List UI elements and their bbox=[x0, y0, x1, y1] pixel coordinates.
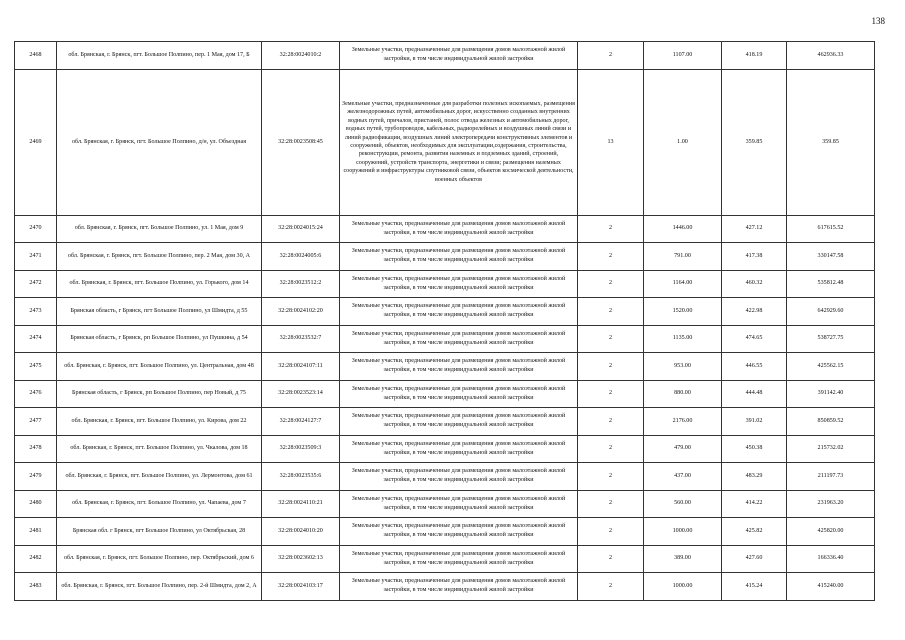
cadastral-value-cell: 166336.40 bbox=[787, 545, 875, 573]
table-row bbox=[15, 243, 875, 271]
group-cell: 2 bbox=[578, 463, 644, 491]
table-row bbox=[15, 325, 875, 353]
cadastral-value-cell: 211197.73 bbox=[787, 463, 875, 491]
table-row bbox=[15, 518, 875, 546]
cadastral-number-cell: 32:28:0024110:21 bbox=[262, 490, 340, 518]
row-number-cell: 2480 bbox=[15, 490, 57, 518]
address-cell: обл. Брянская, г. Брянск, пгт. Большое Полпино, ул. Чапаева, дом 7 bbox=[57, 490, 262, 518]
table-row bbox=[15, 573, 875, 601]
area-cell: 1164.00 bbox=[644, 270, 722, 298]
address-cell: Брянская область, г Брянск, рп Большое Полпино, ул Пушкина, д 54 bbox=[57, 325, 262, 353]
area-cell: 1.00 bbox=[644, 69, 722, 215]
group-cell: 2 bbox=[578, 298, 644, 326]
group-cell: 2 bbox=[578, 353, 644, 381]
cadastral-value-cell: 850859.52 bbox=[787, 408, 875, 436]
cadastral-number-cell: 32:28:0023508:45 bbox=[262, 69, 340, 215]
cadastral-value-table bbox=[14, 41, 875, 601]
cadastral-value-cell: 538727.75 bbox=[787, 325, 875, 353]
cadastral-value-cell: 425820.00 bbox=[787, 518, 875, 546]
group-cell: 2 bbox=[578, 243, 644, 271]
land-use-cell: Земельные участки, предназначенные для размещения домов малоэтажной жилой застройки, в том числе индивидуальной жилой застройки bbox=[340, 408, 578, 436]
cadastral-number-cell: 32:28:0023512:2 bbox=[262, 270, 340, 298]
row-number-cell: 2481 bbox=[15, 518, 57, 546]
area-cell: 479.00 bbox=[644, 435, 722, 463]
cadastral-value-cell: 391142.40 bbox=[787, 380, 875, 408]
land-use-cell: Земельные участки, предназначенные для размещения домов малоэтажной жилой застройки, в том числе индивидуальной жилой застройки bbox=[340, 573, 578, 601]
cadastral-number-cell: 32:28:0023523:14 bbox=[262, 380, 340, 408]
cadastral-value-cell: 425562.15 bbox=[787, 353, 875, 381]
specific-value-cell: 450.38 bbox=[722, 435, 787, 463]
group-cell: 2 bbox=[578, 42, 644, 70]
cadastral-value-cell: 642929.60 bbox=[787, 298, 875, 326]
specific-value-cell: 415.24 bbox=[722, 573, 787, 601]
specific-value-cell: 474.65 bbox=[722, 325, 787, 353]
row-number-cell: 2478 bbox=[15, 435, 57, 463]
area-cell: 1107.00 bbox=[644, 42, 722, 70]
table-row bbox=[15, 545, 875, 573]
specific-value-cell: 483.29 bbox=[722, 463, 787, 491]
address-cell: Брянская область, г Брянск, рп Большое Полпино, пер Новый, д 75 bbox=[57, 380, 262, 408]
address-cell: Брянская область, г Брянск, пгт Большое Полпино, ул Шмидта, д 55 bbox=[57, 298, 262, 326]
land-use-cell: Земельные участки, предназначенные для размещения домов малоэтажной жилой застройки, в том числе индивидуальной жилой застройки bbox=[340, 270, 578, 298]
land-use-cell: Земельные участки, предназначенные для размещения домов малоэтажной жилой застройки, в том числе индивидуальной жилой застройки bbox=[340, 42, 578, 70]
area-cell: 880.00 bbox=[644, 380, 722, 408]
specific-value-cell: 359.85 bbox=[722, 69, 787, 215]
group-cell: 2 bbox=[578, 380, 644, 408]
cadastral-number-cell: 32:28:0024103:17 bbox=[262, 573, 340, 601]
area-cell: 2176.00 bbox=[644, 408, 722, 436]
table-row bbox=[15, 215, 875, 243]
land-use-cell: Земельные участки, предназначенные для размещения домов малоэтажной жилой застройки, в том числе индивидуальной жилой застройки bbox=[340, 490, 578, 518]
area-cell: 1000.00 bbox=[644, 573, 722, 601]
cadastral-number-cell: 32:28:0024005:6 bbox=[262, 243, 340, 271]
table-row bbox=[15, 408, 875, 436]
address-cell: обл. Брянская, г. Брянск, пгт. Большое Полпино, д/н, ул. Объездная bbox=[57, 69, 262, 215]
area-cell: 437.00 bbox=[644, 463, 722, 491]
cadastral-number-cell: 32:28:0024127:7 bbox=[262, 408, 340, 436]
address-cell: обл. Брянская, г. Брянск, пгт. Большое Полпино, пер. 2-й Шмидта, дом 2, А bbox=[57, 573, 262, 601]
address-cell: обл. Брянская, г. Брянск, пгт. Большое Полпино, пер. Октябрьский, дом 6 bbox=[57, 545, 262, 573]
row-number-cell: 2479 bbox=[15, 463, 57, 491]
table-row bbox=[15, 435, 875, 463]
specific-value-cell: 417.38 bbox=[722, 243, 787, 271]
land-use-cell: Земельные участки, предназначенные для размещения домов малоэтажной жилой застройки, в том числе индивидуальной жилой застройки bbox=[340, 518, 578, 546]
address-cell: обл. Брянская, г. Брянск, пгт. Большое Полпино, пер. 2 Мая, дом 30, А bbox=[57, 243, 262, 271]
specific-value-cell: 427.60 bbox=[722, 545, 787, 573]
cadastral-number-cell: 32:28:0023602:13 bbox=[262, 545, 340, 573]
group-cell: 2 bbox=[578, 270, 644, 298]
row-number-cell: 2483 bbox=[15, 573, 57, 601]
row-number-cell: 2474 bbox=[15, 325, 57, 353]
address-cell: обл. Брянская, г. Брянск, пгт. Большое Полпино, ул. Горького, дом 14 bbox=[57, 270, 262, 298]
area-cell: 389.00 bbox=[644, 545, 722, 573]
group-cell: 2 bbox=[578, 545, 644, 573]
cadastral-number-cell: 32:28:0023532:7 bbox=[262, 325, 340, 353]
land-use-cell: Земельные участки, предназначенные для размещения домов малоэтажной жилой застройки, в том числе индивидуальной жилой застройки bbox=[340, 435, 578, 463]
area-cell: 560.00 bbox=[644, 490, 722, 518]
cadastral-number-cell: 32:28:0024107:11 bbox=[262, 353, 340, 381]
address-cell: обл. Брянская, г. Брянск, пгт. Большое Полпино, ул. Кирова, дом 22 bbox=[57, 408, 262, 436]
row-number-cell: 2469 bbox=[15, 69, 57, 215]
land-use-cell: Земельные участки, предназначенные для размещения домов малоэтажной жилой застройки, в том числе индивидуальной жилой застройки bbox=[340, 353, 578, 381]
group-cell: 2 bbox=[578, 573, 644, 601]
row-number-cell: 2476 bbox=[15, 380, 57, 408]
cadastral-number-cell: 32:28:0024015:24 bbox=[262, 215, 340, 243]
cadastral-number-cell: 32:28:0024102:20 bbox=[262, 298, 340, 326]
table-row bbox=[15, 270, 875, 298]
area-cell: 1000.00 bbox=[644, 518, 722, 546]
area-cell: 953.00 bbox=[644, 353, 722, 381]
cadastral-value-cell: 462936.33 bbox=[787, 42, 875, 70]
table-body bbox=[15, 42, 875, 601]
table-row bbox=[15, 69, 875, 215]
specific-value-cell: 425.82 bbox=[722, 518, 787, 546]
page-number: 138 bbox=[871, 16, 885, 26]
specific-value-cell: 391.02 bbox=[722, 408, 787, 436]
table-row bbox=[15, 42, 875, 70]
address-cell: обл. Брянская, г. Брянск, пгт. Большое Полпино, ул. Чкалова, дом 18 bbox=[57, 435, 262, 463]
cadastral-number-cell: 32:28:0023509:3 bbox=[262, 435, 340, 463]
row-number-cell: 2472 bbox=[15, 270, 57, 298]
address-cell: обл. Брянская, г. Брянск, пгт. Большое Полпино, ул. Центральная, дом 48 bbox=[57, 353, 262, 381]
address-cell: обл. Брянская, г. Брянск, пгт. Большое Полпино, ул. Лермонтова, дом 61 bbox=[57, 463, 262, 491]
cadastral-number-cell: 32:28:0024010:20 bbox=[262, 518, 340, 546]
group-cell: 2 bbox=[578, 325, 644, 353]
land-use-cell: Земельные участки, предназначенные для размещения домов малоэтажной жилой застройки, в том числе индивидуальной жилой застройки bbox=[340, 298, 578, 326]
land-use-cell: Земельные участки, предназначенные для размещения домов малоэтажной жилой застройки, в том числе индивидуальной жилой застройки bbox=[340, 325, 578, 353]
specific-value-cell: 446.55 bbox=[722, 353, 787, 381]
row-number-cell: 2471 bbox=[15, 243, 57, 271]
row-number-cell: 2470 bbox=[15, 215, 57, 243]
area-cell: 1135.00 bbox=[644, 325, 722, 353]
land-use-cell: Земельные участки, предназначенные для размещения домов малоэтажной жилой застройки, в том числе индивидуальной жилой застройки bbox=[340, 545, 578, 573]
specific-value-cell: 414.22 bbox=[722, 490, 787, 518]
cadastral-number-cell: 32:28:0023535:6 bbox=[262, 463, 340, 491]
group-cell: 13 bbox=[578, 69, 644, 215]
row-number-cell: 2473 bbox=[15, 298, 57, 326]
specific-value-cell: 444.48 bbox=[722, 380, 787, 408]
group-cell: 2 bbox=[578, 435, 644, 463]
table-row bbox=[15, 353, 875, 381]
table-row bbox=[15, 490, 875, 518]
table-row bbox=[15, 380, 875, 408]
table-row bbox=[15, 298, 875, 326]
land-use-cell: Земельные участки, предназначенные для размещения домов малоэтажной жилой застройки, в том числе индивидуальной жилой застройки bbox=[340, 380, 578, 408]
cadastral-value-cell: 535812.48 bbox=[787, 270, 875, 298]
cadastral-value-cell: 359.85 bbox=[787, 69, 875, 215]
specific-value-cell: 418.19 bbox=[722, 42, 787, 70]
address-cell: обл. Брянская, г. Брянск, пгт. Большое Полпино, ул. 1 Мая, дом 9 bbox=[57, 215, 262, 243]
cadastral-value-cell: 415240.00 bbox=[787, 573, 875, 601]
area-cell: 791.00 bbox=[644, 243, 722, 271]
address-cell: Брянская обл. г Брянск, пгт Большое Полпино, ул Октябрьская, 28 bbox=[57, 518, 262, 546]
row-number-cell: 2482 bbox=[15, 545, 57, 573]
group-cell: 2 bbox=[578, 518, 644, 546]
group-cell: 2 bbox=[578, 215, 644, 243]
specific-value-cell: 427.12 bbox=[722, 215, 787, 243]
land-use-cell: Земельные участки, предназначенные для разработки полезных ископаемых, размещения железнодорожных путей, автомобильных дорог, искусственно созданных внутренних водных путей, причалов, пристаней, полос отвода железных и автомобильных дорог, водных путей, трубопроводов, кабельных, радиорелейных и воздушных линий связи и линий радиофикации, воздушных линий электропередачи конструктивных элементов и сооружений, объектов, необходимых для эксплуатации,содержания, строительства, реконструкции, ремонта, развития наземных и подземных зданий, строений, сооружений, устройств транспорта, энергетики и связи; размещения наземных сооружений и инфраструктуры спутниковой связи, объектов космической деятельности, военных объектов bbox=[340, 69, 578, 215]
table-row bbox=[15, 463, 875, 491]
cadastral-value-cell: 617615.52 bbox=[787, 215, 875, 243]
row-number-cell: 2475 bbox=[15, 353, 57, 381]
row-number-cell: 2477 bbox=[15, 408, 57, 436]
area-cell: 1446.00 bbox=[644, 215, 722, 243]
land-use-cell: Земельные участки, предназначенные для размещения домов малоэтажной жилой застройки, в том числе индивидуальной жилой застройки bbox=[340, 463, 578, 491]
group-cell: 2 bbox=[578, 490, 644, 518]
cadastral-value-cell: 231963.20 bbox=[787, 490, 875, 518]
specific-value-cell: 460.32 bbox=[722, 270, 787, 298]
area-cell: 1520.00 bbox=[644, 298, 722, 326]
cadastral-value-cell: 215732.02 bbox=[787, 435, 875, 463]
cadastral-value-cell: 330147.58 bbox=[787, 243, 875, 271]
cadastral-number-cell: 32:28:0024010:2 bbox=[262, 42, 340, 70]
address-cell: обл. Брянская, г. Брянск, пгт. Большое Полпино, пер. 1 Мая, дом 17, Б bbox=[57, 42, 262, 70]
group-cell: 2 bbox=[578, 408, 644, 436]
land-use-cell: Земельные участки, предназначенные для размещения домов малоэтажной жилой застройки, в том числе индивидуальной жилой застройки bbox=[340, 243, 578, 271]
land-use-cell: Земельные участки, предназначенные для размещения домов малоэтажной жилой застройки, в том числе индивидуальной жилой застройки bbox=[340, 215, 578, 243]
specific-value-cell: 422.98 bbox=[722, 298, 787, 326]
row-number-cell: 2468 bbox=[15, 42, 57, 70]
